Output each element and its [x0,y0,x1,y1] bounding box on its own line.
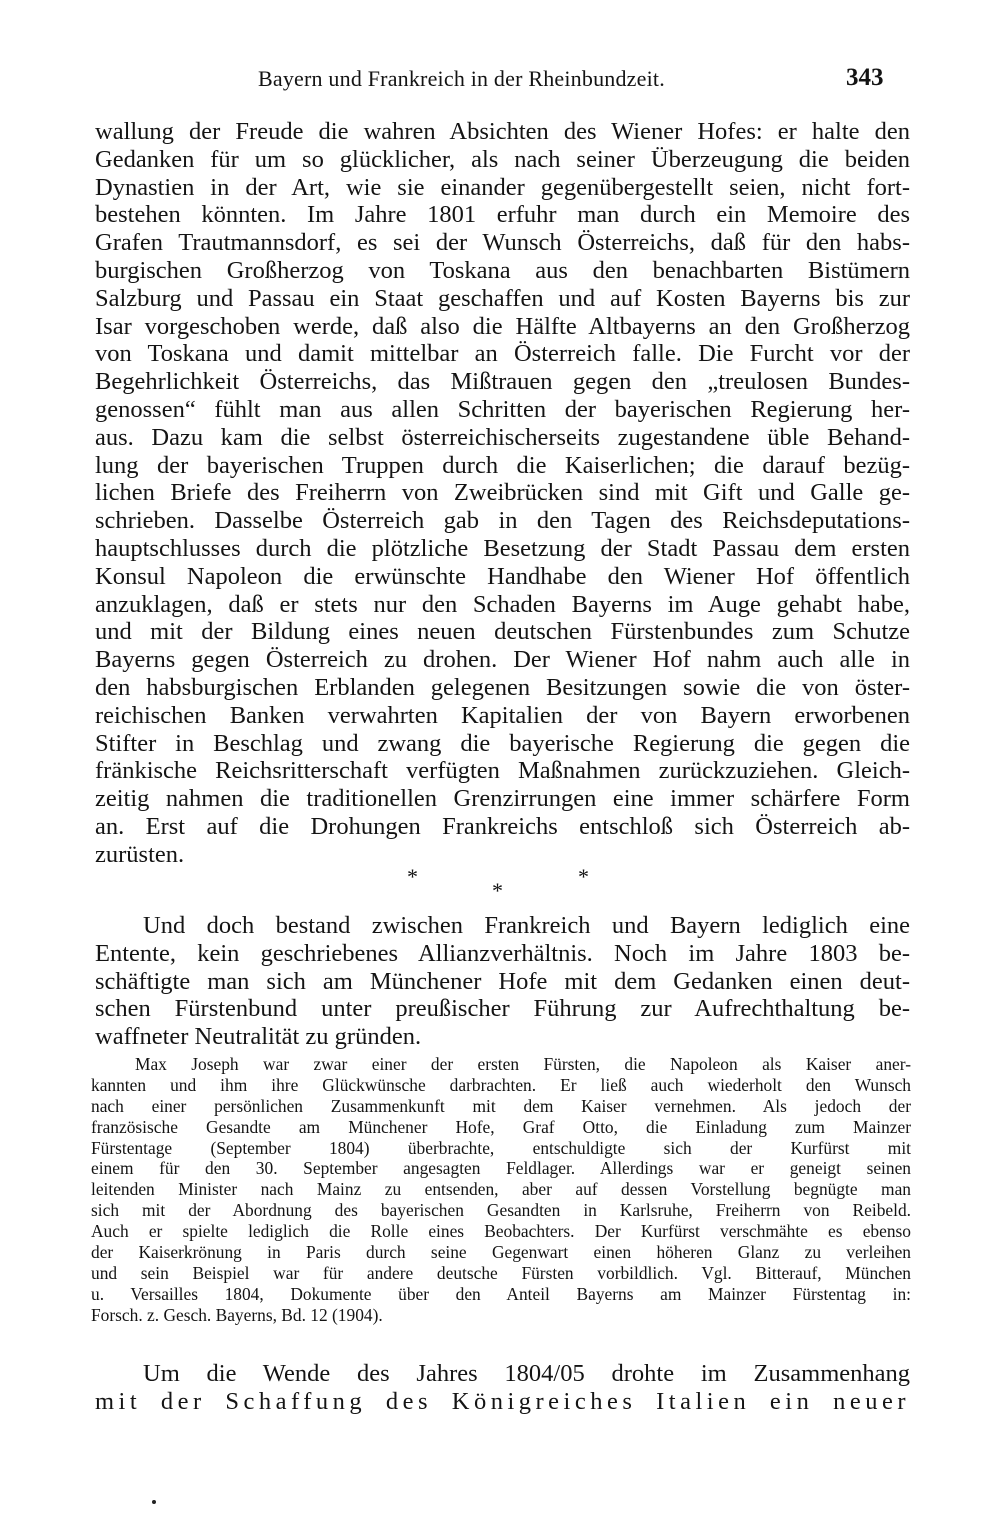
text-line: reichischen Banken verwahrten Kapitalien der von Bayern erworbenen [95,701,910,729]
text-line: Bayerns gegen Österreich zu drohen. Der Wiener Hof nahm auch alle in [95,646,910,674]
text-line: hauptschlusses durch die plötzliche Besetzung der Stadt Passau dem ersten [95,534,910,562]
text-line: mit der Schaffung des Königreiches Italien ein neuer [95,1387,910,1415]
footnote-line: leitenden Minister nach Mainz zu entsenden, aber auf dessen Vorstellung begnügte man [91,1179,911,1200]
text-line: von Toskana und damit mittelbar an Österreich falle. Die Furcht vor der [95,340,910,368]
footnote [91,1054,911,1326]
footnote-line: kannten und ihm ihre Glückwünsche darbrachten. Er ließ auch wiederholt den Wunsch [91,1074,911,1095]
text-line: und mit der Bildung eines neuen deutschen Fürstenbundes zum Schutze [95,618,910,646]
text-line: Konsul Napoleon die erwünschte Handhabe den Wiener Hof öffentlich [95,562,910,590]
text-line: aus. Dazu kam die selbst österreichischerseits zugestandene üble Behand- [95,423,910,451]
text-line: Salzburg und Passau ein Staat geschaffen und auf Kosten Bayerns bis zur [95,284,910,312]
scan-speck [152,1500,156,1504]
text-line: den habsburgischen Erblanden gelegenen Besitzungen sowie die von öster- [95,673,910,701]
text-line: Begehrlichkeit Österreichs, das Mißtrauen gegen den „treulosen Bundes- [95,368,910,396]
footnote-line: nach einer persönlichen Zusammenkunft mit dem Kaiser vernehmen. Als jedoch der [91,1095,911,1116]
text-line: Isar vorgeschoben werde, daß also die Hälfte Altbayerns an den Großherzog [95,312,910,340]
footnote-line: und sein Beispiel war für andere deutsche Fürsten vorbildlich. Vgl. Bitterauf, München [91,1262,911,1283]
text-line: zeitig nahmen die traditionellen Grenzirrungen eine immer schärfere Form [95,785,910,813]
paragraph [95,1360,910,1416]
asterisk: * [492,878,503,903]
footnote-line: Auch er spielte lediglich die Rolle eines Beobachters. Der Kurfürst verschmähte es ebenso [91,1221,911,1242]
footnote-line: französische Gesandte am Münchener Hofe, Graf Otto, die Einladung zum Mainzer [91,1116,911,1137]
text-line: genossen“ fühlt man aus allen Schritten der bayerischen Regierung her- [95,395,910,423]
text-line: wallung der Freude die wahren Absichten des Wiener Hofes: er halte den [95,118,910,145]
footnote-line: Forsch. z. Gesch. Bayerns, Bd. 12 (1904). [91,1304,383,1325]
footnote-line: u. Versailles 1804, Dokumente über den Anteil Bayerns am Mainzer Fürstentag in: [91,1283,911,1304]
footnote-line: der Kaiserkrönung in Paris durch seine Gegenwart einen höheren Glanz zu verleihen [91,1242,911,1263]
text-line: schrieben. Dasselbe Österreich gab in den Tagen des Reichsdeputations- [95,507,910,535]
text-line: waffneter Neutralität zu gründen. [95,1023,422,1051]
footnote-line: Max Joseph war zwar einer der ersten Fürsten, die Napoleon als Kaiser aner- [135,1054,911,1074]
footnote-line: sich mit der Abordnung des bayerischen Gesandten in Karlsruhe, Freiherrn von Reibeld. [91,1200,911,1221]
text-line: zurüsten. [95,840,185,868]
asterisk: * [407,864,418,889]
text-line: anzuklagen, daß er stets nur den Schaden Bayerns im Auge gehabt habe, [95,590,910,618]
asterisk: * [578,864,589,889]
running-title: Bayern und Frankreich in der Rheinbundzeit. [258,66,665,91]
text-line: lichen Briefe des Freiherrn von Zweibrücken sind mit Gift und Galle ge- [95,479,910,507]
text-line: fränkische Reichsritterschaft verfügten Maßnahmen zurückzuziehen. Gleich- [95,757,910,785]
page-number: 343 [846,64,884,91]
text-line: Grafen Trautmannsdorf, es sei der Wunsch Österreichs, daß für den habs- [95,229,910,257]
text-line: burgischen Großherzog von Toskana aus den benachbarten Bistümern [95,256,910,284]
text-line: Um die Wende des Jahres 1804/05 drohte im Zusammenhang [143,1360,910,1387]
text-line: schen Fürstenbund unter preußischer Führung zur Aufrechthaltung be- [95,995,910,1023]
text-line: bestehen könnten. Im Jahre 1801 erfuhr man durch ein Memoire des [95,201,910,229]
text-line: schäftigte man sich am Münchener Hofe mit dem Gedanken einen deut- [95,967,910,995]
footnote-line: einem für den 30. September angesagten Feldlager. Allerdings war er geneigt seinen [91,1158,911,1179]
section-break-asterisks [0,862,1000,902]
text-line: lung der bayerischen Truppen durch die Kaiserlichen; die darauf bezüg- [95,451,910,479]
text-line: Entente, kein geschriebenes Allianzverhältnis. Noch im Jahre 1803 be- [95,939,910,967]
text-line: an. Erst auf die Drohungen Frankreichs entschloß sich Österreich ab- [95,812,910,840]
text-line: Und doch bestand zwischen Frankreich und Bayern lediglich eine [143,912,910,939]
paragraph-continued [95,118,910,869]
text-line: Dynastien in der Art, wie sie einander gegenübergestellt seien, nicht fort- [95,173,910,201]
footnote-line: Fürstentage (September 1804) überbrachte, entschuldigte sich der Kurfürst mit [91,1137,911,1158]
text-line: Stifter in Beschlag und zwang die bayerische Regierung die gegen die [95,729,910,757]
text-line: Gedanken für um so glücklicher, als nach seiner Überzeugung die beiden [95,145,910,173]
paragraph [95,912,910,1051]
